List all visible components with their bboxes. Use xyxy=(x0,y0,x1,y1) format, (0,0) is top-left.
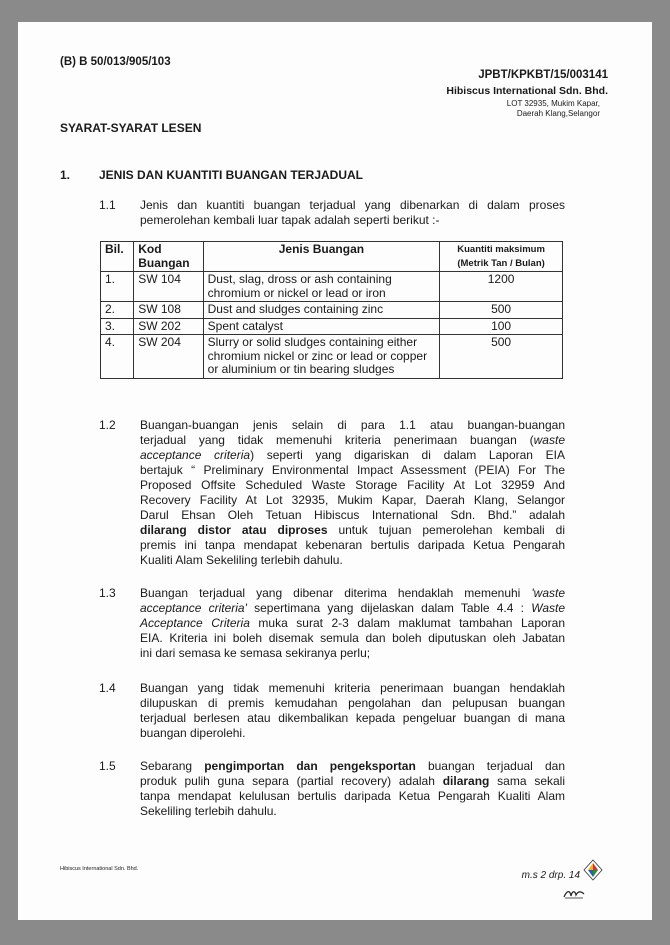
cell-bil: 1. xyxy=(101,272,134,302)
paragraph-line: Buangan yang tidak memenuhi kriteria penerimaan buangan hendaklah xyxy=(140,681,565,695)
paragraph-number-1-1: 1.1 xyxy=(99,198,116,212)
address-line-1: LOT 32935, Mukim Kapar, xyxy=(506,99,600,108)
paragraph-line: Buangan terjadual yang dibenar diterima hendaklah memenuhi 'waste xyxy=(140,586,565,600)
table-row xyxy=(101,335,563,379)
paragraph-line: Proposed Offsite Scheduled Waste Storage Facility At Lot 32959 And xyxy=(140,478,565,492)
paragraph-1-5 xyxy=(140,759,565,819)
paragraph-line: terjadual berlesen atau dikembalikan kepada pengeluar buangan di mana xyxy=(140,711,565,725)
paragraph-number-1-3: 1.3 xyxy=(99,586,116,600)
paragraph-line: Acceptance Criteria muka surat 2-3 dalam maklumat tambahan Laporan xyxy=(140,616,566,630)
paragraph-line: Kualiti Alam Sekeliling terlebih dahulu. xyxy=(140,553,343,567)
paragraph-line: bertajuk “ Preliminary Environmental Impact Assessment (PEIA) For The xyxy=(140,463,565,477)
paragraph-line: pemerolehan kembali luar tapak adalah seperti berikut :- xyxy=(140,213,440,227)
paragraph-line: acceptance criteria' sepertimana yang dijelaskan dalam Table 4.4 : Waste xyxy=(140,601,565,615)
company-name: Hibiscus International Sdn. Bhd. xyxy=(446,85,608,97)
paragraph-line: Jenis dan kuantiti buangan terjadual yang dibenarkan di dalam proses xyxy=(140,198,565,212)
paragraph-line: Sekeliling terlebih dahulu. xyxy=(140,804,277,818)
paragraph-line: tanpa mendapat kelulusan bertulis daripada Ketua Pengarah Kualiti Alam xyxy=(140,789,565,803)
column-header-bil: Bil. xyxy=(101,242,134,272)
reference-number-left: (B) B 50/013/905/103 xyxy=(60,56,171,68)
paragraph-1-2 xyxy=(140,418,565,568)
table-header-row xyxy=(101,242,563,272)
page-number: m.s 2 drp. 14 xyxy=(521,870,580,881)
paragraph-line: Recovery Facility At Lot 32935, Mukim Kapar, Daerah Klang, Selangor xyxy=(140,493,565,507)
paragraph-1-1 xyxy=(140,198,565,228)
paragraph-1-3 xyxy=(140,586,565,661)
paragraph-line: EIA. Kriteria ini boleh disemak semula dan boleh diputuskan oleh Jabatan xyxy=(140,631,565,645)
column-header-jenis: Jenis Buangan xyxy=(203,242,440,272)
cell-kod: SW 204 xyxy=(134,335,203,379)
cell-kod: SW 108 xyxy=(134,302,203,319)
paragraph-number-1-5: 1.5 xyxy=(99,759,116,773)
paragraph-line: buangan diperolehi. xyxy=(140,726,246,740)
license-number: JPBT/KPKBT/15/003141 xyxy=(478,69,608,81)
initials-signature-icon xyxy=(562,888,586,900)
table-row xyxy=(101,302,563,319)
section-number: 1. xyxy=(60,168,71,182)
cell-kod: SW 202 xyxy=(134,318,203,335)
cell-bil: 2. xyxy=(101,302,134,319)
footer-company: Hibiscus International Sdn. Bhd. xyxy=(60,866,139,872)
cell-kod: SW 104 xyxy=(134,272,203,302)
cell-jenis: Dust and sludges containing zinc xyxy=(203,302,440,319)
cell-bil: 4. xyxy=(101,335,134,379)
address-line-2: Daerah Klang,Selangor xyxy=(516,109,600,118)
paragraph-line: produk pulih guna separa (partial recovery) adalah dilarang sama sekali xyxy=(140,774,565,788)
document-title: SYARAT-SYARAT LESEN xyxy=(60,121,202,135)
waste-table xyxy=(100,241,563,379)
paragraph-number-1-2: 1.2 xyxy=(99,418,116,432)
paragraph-line: premis ini tanpa mendapat kebenaran bertulis daripada Ketua Pengarah xyxy=(140,538,565,552)
paragraph-line: Darul Ehsan Oleh Tetuan Hibiscus International Sdn. Bhd.” adalah xyxy=(140,508,565,522)
cell-kuantiti: 500 xyxy=(440,335,563,379)
table-row xyxy=(101,318,563,335)
paragraph-line: dilupuskan di premis kemudahan pengolahan dan pelupusan buangan xyxy=(140,696,565,710)
cell-jenis: Slurry or solid sludges containing either chromium nickel or zinc or lead or copper or aluminium or tin bearing sludges xyxy=(203,335,440,379)
cell-kuantiti: 1200 xyxy=(440,272,563,302)
document-page xyxy=(18,22,652,920)
paragraph-line: terjadual yang tidak memenuhi kriteria penerimaan buangan (waste xyxy=(140,433,565,447)
column-header-kod: Kod Buangan xyxy=(134,242,203,272)
cell-bil: 3. xyxy=(101,318,134,335)
paragraph-line: Buangan-buangan jenis selain di para 1.1 atau buangan-buangan xyxy=(140,418,565,432)
paragraph-line: dilarang distor atau diproses untuk tujuan pemerolehan kembali di xyxy=(140,523,565,537)
paragraph-line: ini dari semasa ke semasa sekiranya perlu; xyxy=(140,646,371,660)
paragraph-number-1-4: 1.4 xyxy=(99,681,116,695)
paragraph-1-4 xyxy=(140,681,565,741)
cell-kuantiti: 100 xyxy=(440,318,563,335)
cell-kuantiti: 500 xyxy=(440,302,563,319)
cell-jenis: Spent catalyst xyxy=(203,318,440,335)
table-row xyxy=(101,272,563,302)
paragraph-line: Sebarang pengimportan dan pengeksportan buangan terjadual dan xyxy=(140,759,565,773)
column-header-kuantiti: Kuantiti maksimum (Metrik Tan / Bulan) xyxy=(440,242,563,272)
paragraph-line: acceptance criteria) seperti yang digariskan di dalam Laporan EIA xyxy=(140,448,565,462)
department-logo-icon xyxy=(582,858,604,882)
cell-jenis: Dust, slag, dross or ash containing chromium or nickel or lead or iron xyxy=(203,272,440,302)
section-title: JENIS DAN KUANTITI BUANGAN TERJADUAL xyxy=(99,168,364,182)
